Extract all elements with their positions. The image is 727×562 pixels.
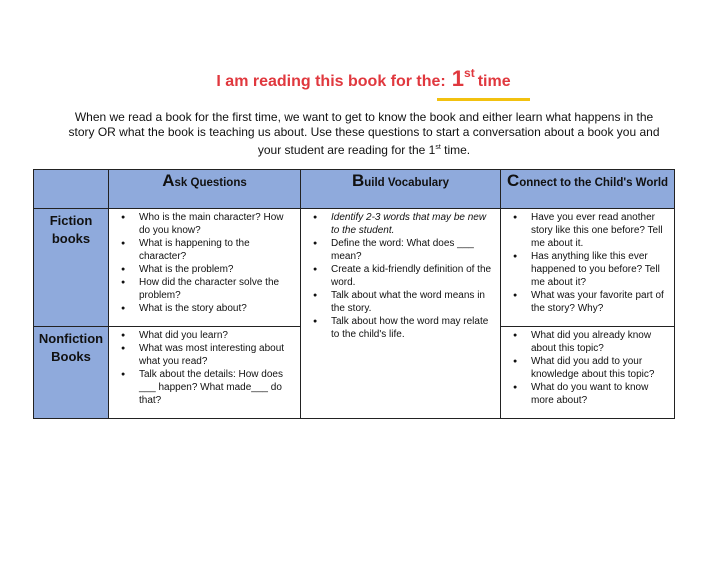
ask-cap: A: [162, 171, 175, 190]
column-header-vocab: [301, 170, 501, 209]
title-underline: [437, 98, 530, 101]
column-header-ask: [109, 170, 301, 209]
list-item: ● What is the story about?: [139, 302, 294, 315]
list-item: ● What was your favorite part of the story? Why?: [531, 289, 668, 315]
intro-sup: st: [435, 144, 441, 151]
question-table: [33, 169, 675, 419]
row-label-fiction: Fiction books: [34, 209, 109, 327]
list-item: ● Create a kid-friendly definition of the word.: [331, 263, 494, 289]
title-ordinal: [452, 66, 511, 91]
intro-end: time.: [440, 143, 471, 157]
list-item: ● Talk about what the word means in the story.: [331, 289, 494, 315]
list-item: ● Have you ever read another story like this one before? Tell me about it.: [531, 211, 668, 250]
list-item: ● Who is the main character? How do you know?: [139, 211, 294, 237]
list-item: ● Talk about the details: How does ___ happen? What made___ do that?: [139, 368, 294, 407]
vocab-cell: [301, 209, 501, 419]
list-item: ● What is the problem?: [139, 263, 294, 276]
header-corner: [34, 170, 109, 209]
list-item: ● What did you add to your knowledge about this topic?: [531, 355, 668, 381]
intro-paragraph: [62, 110, 666, 158]
title-number: 1: [451, 66, 465, 91]
list-item: ● How did the character solve the problem?: [139, 276, 294, 302]
list-item: ● What is happening to the character?: [139, 237, 294, 263]
title-prefix: I am reading this book for the:: [216, 73, 446, 90]
title-word: time: [477, 73, 511, 90]
list-item: ● What do you want to know more about?: [531, 381, 668, 407]
column-header-connect: [501, 170, 675, 209]
nonfiction-ask-list: [109, 327, 300, 407]
page-title: [0, 66, 727, 92]
nonfiction-connect-list: [501, 327, 674, 407]
nonfiction-ask-cell: [109, 327, 301, 419]
list-item: ● What did you already know about this topic?: [531, 329, 668, 355]
list-item: ● What did you learn?: [139, 329, 294, 342]
fiction-connect-cell: [501, 209, 675, 327]
list-item: ● What was most interesting about what you read?: [139, 342, 294, 368]
list-item: ● Talk about how the word may relate to the child's life.: [331, 315, 494, 341]
fiction-connect-list: [501, 209, 674, 315]
connect-rest: onnect to the Child's World: [519, 177, 669, 189]
title-suffix: st: [464, 66, 475, 80]
row-label-nonfiction: Nonfiction Books: [34, 327, 109, 419]
vocab-rest: uild Vocabulary: [364, 177, 450, 189]
list-item: ● Identify 2-3 words that may be new to the student.: [331, 211, 494, 237]
nonfiction-connect-cell: [501, 327, 675, 419]
vocab-list: [301, 209, 500, 341]
list-item: ● Define the word: What does ___ mean?: [331, 237, 494, 263]
ask-rest: sk Questions: [174, 177, 247, 189]
list-item: ● Has anything like this ever happened to you before? Tell me about it?: [531, 250, 668, 289]
vocab-cap: B: [351, 171, 365, 190]
connect-cap: C: [506, 171, 520, 190]
fiction-ask-list: [109, 209, 300, 315]
fiction-ask-cell: [109, 209, 301, 327]
intro-text: When we read a book for the first time, we want to get to know the book and either learn what happens in the story OR what the book is teaching us about. Use these questions to start a conversation about a book you and your student are reading for the 1: [68, 110, 660, 157]
